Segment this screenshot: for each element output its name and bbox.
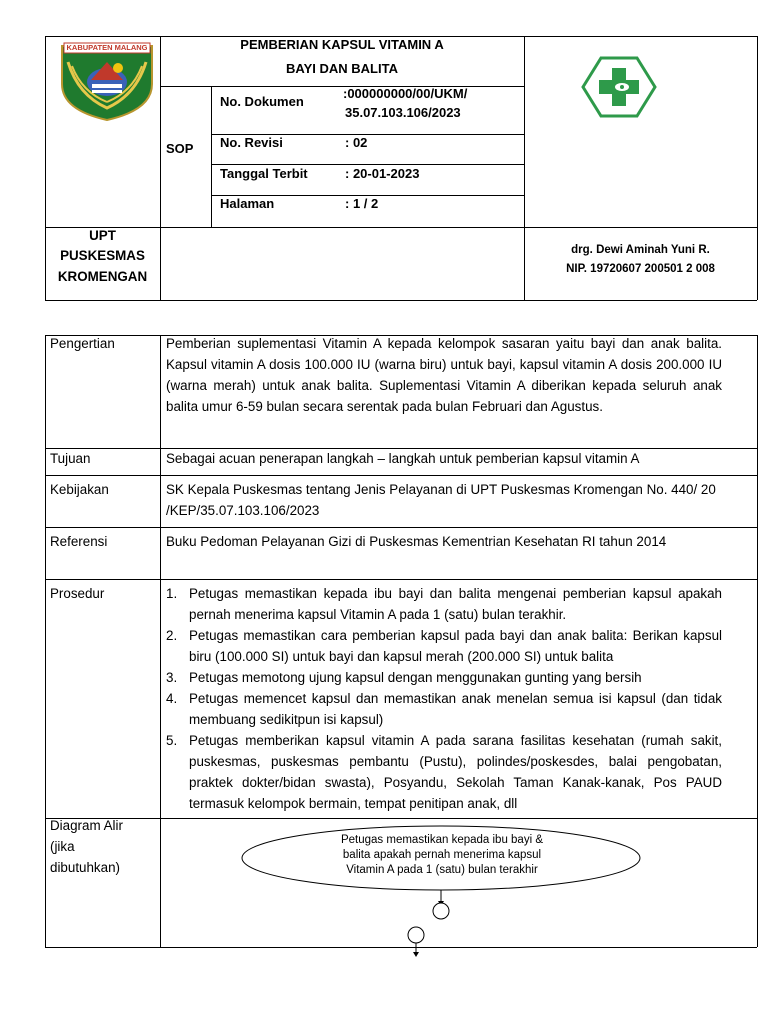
org-name-line3: KROMENGAN [57, 269, 148, 284]
org-name-line1: UPT [89, 228, 116, 243]
pengertian-label: Pengertian [50, 336, 115, 351]
document-title-line2: BAYI DAN BALITA [286, 61, 398, 76]
kebijakan-text: SK Kepala Puskesmas tentang Jenis Pelayanan di UPT Puskesmas Kromengan No. 440/ 20 /KEP/35.07.103.106/2023 [166, 482, 716, 518]
diagram-label-line2: (jika [50, 839, 75, 854]
no-dokumen-label: No. Dokumen [220, 94, 304, 109]
kabupaten-malang-logo [58, 40, 156, 122]
no-revisi-value: : 02 [345, 135, 368, 150]
step-text: Petugas memotong ujung kapsul dengan menggunakan gunting yang bersih [189, 670, 642, 685]
no-revisi-label: No. Revisi [220, 135, 283, 150]
step-text: Petugas memastikan kepada ibu bayi dan balita mengenai pemberian kapsul apakah pernah menerima kapsul Vitamin A pada 1 (satu) bulan terakhir. [189, 586, 722, 622]
halaman-value: : 1 / 2 [345, 196, 379, 211]
tanggal-terbit-value: : 20-01-2023 [345, 166, 420, 181]
document-title-line1: PEMBERIAN KAPSUL VITAMIN A [240, 37, 444, 52]
arrow-head [413, 952, 419, 957]
step-number: 4. [166, 691, 178, 706]
tujuan-text: Sebagai acuan penerapan langkah – langkah untuk pemberian kapsul vitamin A [166, 451, 640, 466]
signer-nip: NIP. 19720607 200501 2 008 [566, 263, 715, 275]
ellipse-text-line1: Petugas memastikan kepada ibu bayi & [340, 834, 543, 846]
connector-circle [408, 927, 424, 943]
kebijakan-label: Kebijakan [50, 482, 109, 497]
step-text: Petugas memastikan cara pemberian kapsul pada bayi dan anak balita: Berikan kapsul biru (100.000 SI) untuk bayi dan kapsul merah (200.000 SI) untuk balita [189, 628, 722, 664]
no-dokumen-value-line1: :000000000/00/UKM/ [343, 86, 468, 101]
tanggal-terbit-label: Tanggal Terbit [220, 166, 308, 181]
no-dokumen-value-line2: 35.07.103.106/2023 [345, 105, 461, 120]
tujuan-label: Tujuan [50, 451, 91, 466]
ellipse-text-line2: balita apakah pernah menerima kapsul [342, 849, 542, 861]
org-name-line2: PUSKESMAS [60, 248, 145, 263]
prosedur-step [166, 625, 722, 667]
puskesmas-logo [581, 56, 657, 118]
ellipse-text-line3: Vitamin A pada 1 (satu) bulan terakhir [346, 864, 538, 876]
prosedur-label: Prosedur [50, 586, 105, 601]
logo-caption: KABUPATEN MALANG [66, 43, 148, 52]
prosedur-step [166, 667, 722, 688]
halaman-label: Halaman [220, 196, 275, 211]
referensi-text: Buku Pedoman Pelayanan Gizi di Puskesmas Kementrian Kesehatan RI tahun 2014 [166, 534, 667, 549]
referensi-label: Referensi [50, 534, 108, 549]
diagram-label-line3: dibutuhkan) [50, 860, 120, 875]
step-text: Petugas memencet kapsul dan memastikan anak menelan semua isi kapsul (dan tidak membuang sedikitpun isi kapsul) [189, 691, 722, 727]
step-number: 1. [166, 586, 178, 601]
prosedur-step [166, 583, 722, 625]
prosedur-step [166, 730, 722, 814]
connector-circle [433, 903, 449, 919]
sop-label: SOP [166, 141, 194, 156]
step-number: 2. [166, 628, 178, 643]
step-number: 3. [166, 670, 178, 685]
step-text: Petugas memberikan kapsul vitamin A pada sarana fasilitas kesehatan (rumah sakit, puskesmas, puskesmas pembantu (Pustu), polindes/poskesdes, balai pengobatan, praktek dokter/bidan swasta), Posyandu, Sekolah Taman Kanak-kanak, Pos PAUD termasuk kelompok bermain, tempat penitipan anak, dll [189, 733, 722, 811]
pengertian-text: Pemberian suplementasi Vitamin A kepada kelompok sasaran yaitu bayi dan anak balita. Kapsul vitamin A dosis 100.000 IU (warna biru) untuk bayi, kapsul vitamin A dosis 200.000 IU (warna merah) untuk anak balita. Suplementasi Vitamin A diberikan kepada seluruh anak balita umur 6-59 bulan secara serentak pada bulan Februari dan Agustus. [166, 336, 722, 414]
prosedur-step [166, 688, 722, 730]
diagram-label-line1: Diagram Alir [50, 818, 123, 833]
signer-name: drg. Dewi Aminah Yuni R. [571, 244, 710, 256]
step-number: 5. [166, 733, 178, 748]
